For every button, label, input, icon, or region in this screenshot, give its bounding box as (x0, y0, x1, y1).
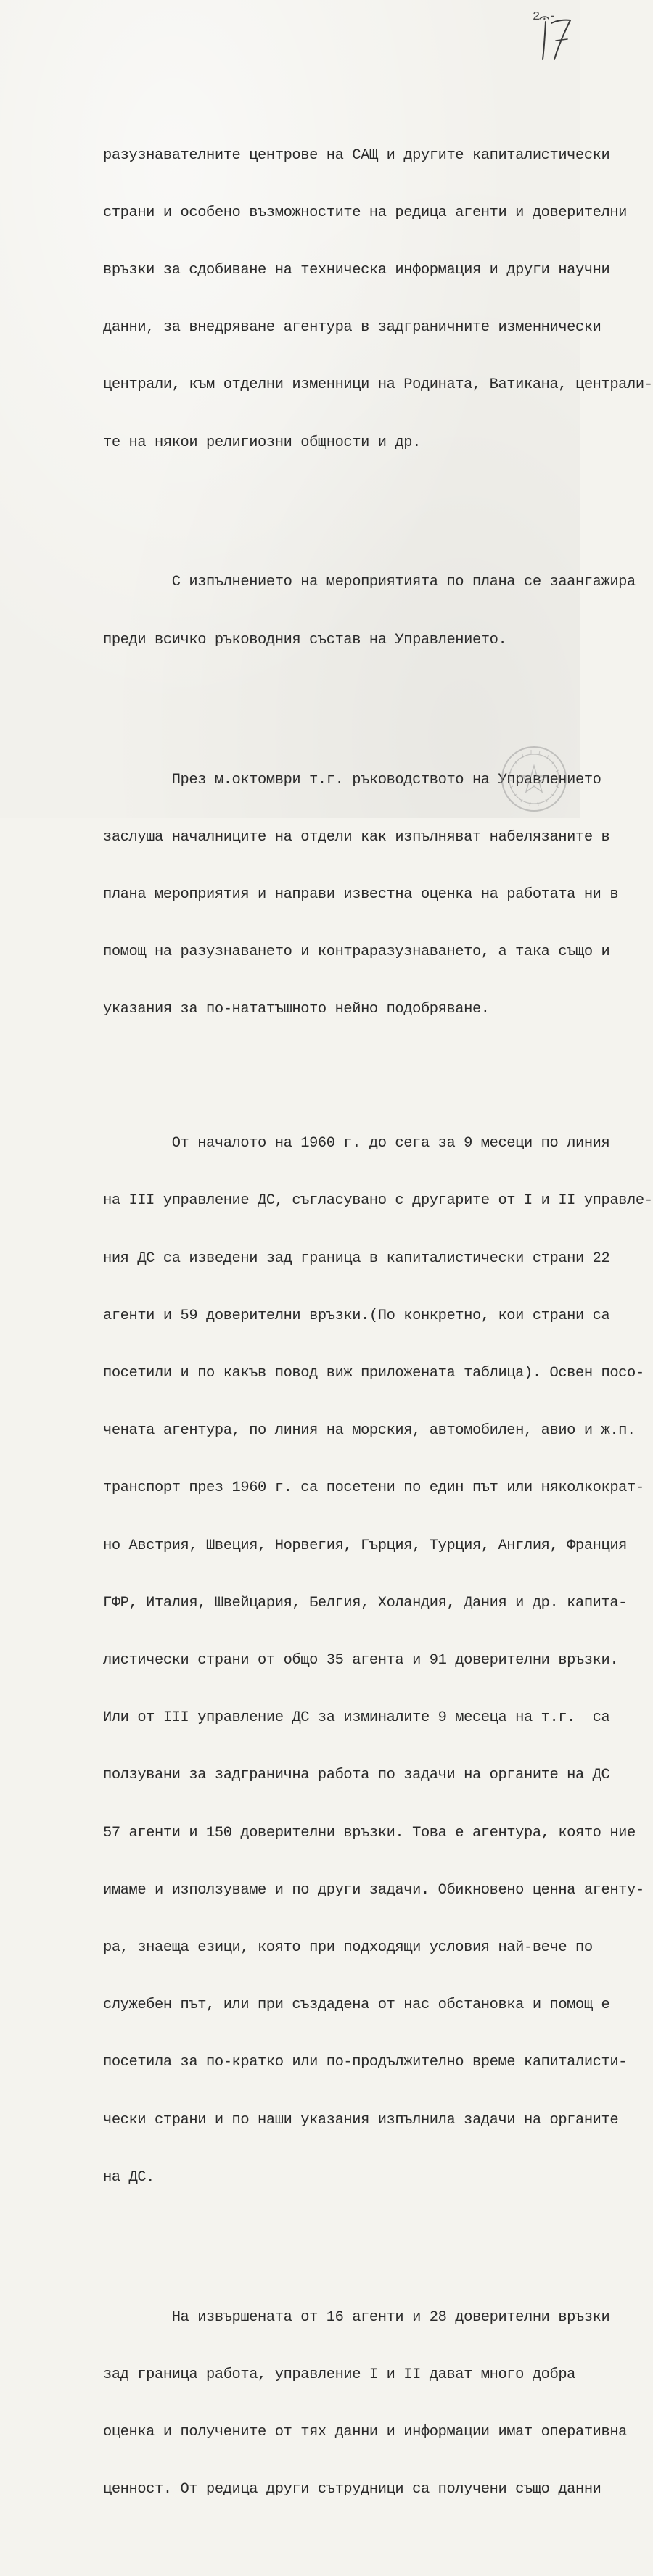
body-text (103, 70, 653, 2576)
paragraph (103, 727, 619, 1058)
text-line: плана мероприятия и направи известна оценка на работата ни в (103, 886, 619, 903)
text-line: чената агентура, по линия на морския, автомобилен, авио и ж.п. (103, 1422, 636, 1440)
text-line: служебен път, или при създадена от нас обстановка и помощ е (103, 1997, 610, 2014)
text-line: данни, за внедряване агентура в задграничните изменнически (103, 319, 601, 337)
text-line: на ДС. (103, 2168, 155, 2186)
text-line: агенти и 59 доверителни връзки.(По конкретно, кои страни са (103, 1307, 610, 1324)
text-line: оценка и получените от тях данни и информации имат оперативна (103, 2424, 628, 2441)
text-line: ГФР, Италия, Швейцария, Белгия, Холандия, Дания и др. капита- (103, 1594, 628, 1611)
text-line: преди всичко ръководния състав на Управлението. (103, 631, 507, 648)
text-line: Или от III управление ДС за изминалите 9 месеца на т.г. са (103, 1709, 610, 1727)
text-line: помощ на разузнаването и контраразузнаването, а така също и (103, 944, 610, 961)
text-line: имаме и използуваме и по други задачи. Обикновено ценна агенту- (103, 1881, 644, 1899)
text-line: страни и особено възможностите на редица агенти и доверителни (103, 204, 628, 221)
text-line: разузнавателните центрове на САЩ и другите капиталистически (103, 146, 610, 164)
text-line: посетила за по-кратко или по-продължително време капиталисти- (103, 2054, 628, 2071)
text-line: на III управление ДС, съгласувано с другарите от I и II управле- (103, 1192, 653, 1210)
text-line: От началото на 1960 г. до сега за 9 месеци по линия (103, 1135, 610, 1152)
text-line: чески страни и по наши указания изпълнила задачи на органите (103, 2111, 619, 2129)
text-line: ра, знаеща езици, която при подходящи условия най-вече по (103, 1939, 593, 1956)
archive-stamp-icon (499, 744, 569, 814)
text-line: но Австрия, Швеция, Норвегия, Гърция, Турция, Англия, Франция (103, 1537, 628, 1554)
text-line: заслуша началниците на отдели как изпълняват набелязаните в (103, 828, 610, 846)
text-line: ния ДС са изведени зад граница в капиталистически страни 22 (103, 1250, 610, 1267)
handwritten-folio-number (538, 13, 573, 64)
text-line: те на някои религиозни общности и др. (103, 434, 421, 451)
text-line: указания за по-нататъшното нейно подобряване. (103, 1001, 490, 1018)
text-line: През м.октомври т.г. ръководството на Управлението (103, 771, 601, 788)
text-line: 57 агенти и 150 доверителни връзки. Това е агентура, която ние (103, 1824, 636, 1841)
paragraph (103, 529, 636, 688)
text-line: листически страни от общо 35 агента и 91 доверителни връзки. (103, 1651, 619, 1669)
text-line: транспорт през 1960 г. са посетени по един път или няколкократ- (103, 1479, 644, 1497)
text-line: връзки за сдобиване на техническа информация и други научни (103, 262, 610, 279)
text-line: посетили и по какъв повод виж приложената таблица). Освен посо- (103, 1364, 644, 1382)
paragraph (103, 108, 653, 491)
text-line: централи, към отделни изменници на Родината, Ватикана, централи- (103, 376, 653, 394)
text-line: С изпълнението на мероприятията по плана се заангажира (103, 574, 636, 591)
text-line: зад граница работа, управление I и II дават много добра (103, 2366, 576, 2383)
paragraph (103, 1096, 653, 2226)
text-line: ползувани за задгранична работа по задачи на органите на ДС (103, 1767, 610, 1784)
paragraph (103, 2264, 628, 2538)
page-number: 2.- (533, 10, 557, 24)
text-line: ценност. От редица други сътрудници са получени също данни (103, 2481, 601, 2498)
text-line: На извършената от 16 агенти и 28 доверителни връзки (103, 2308, 610, 2326)
